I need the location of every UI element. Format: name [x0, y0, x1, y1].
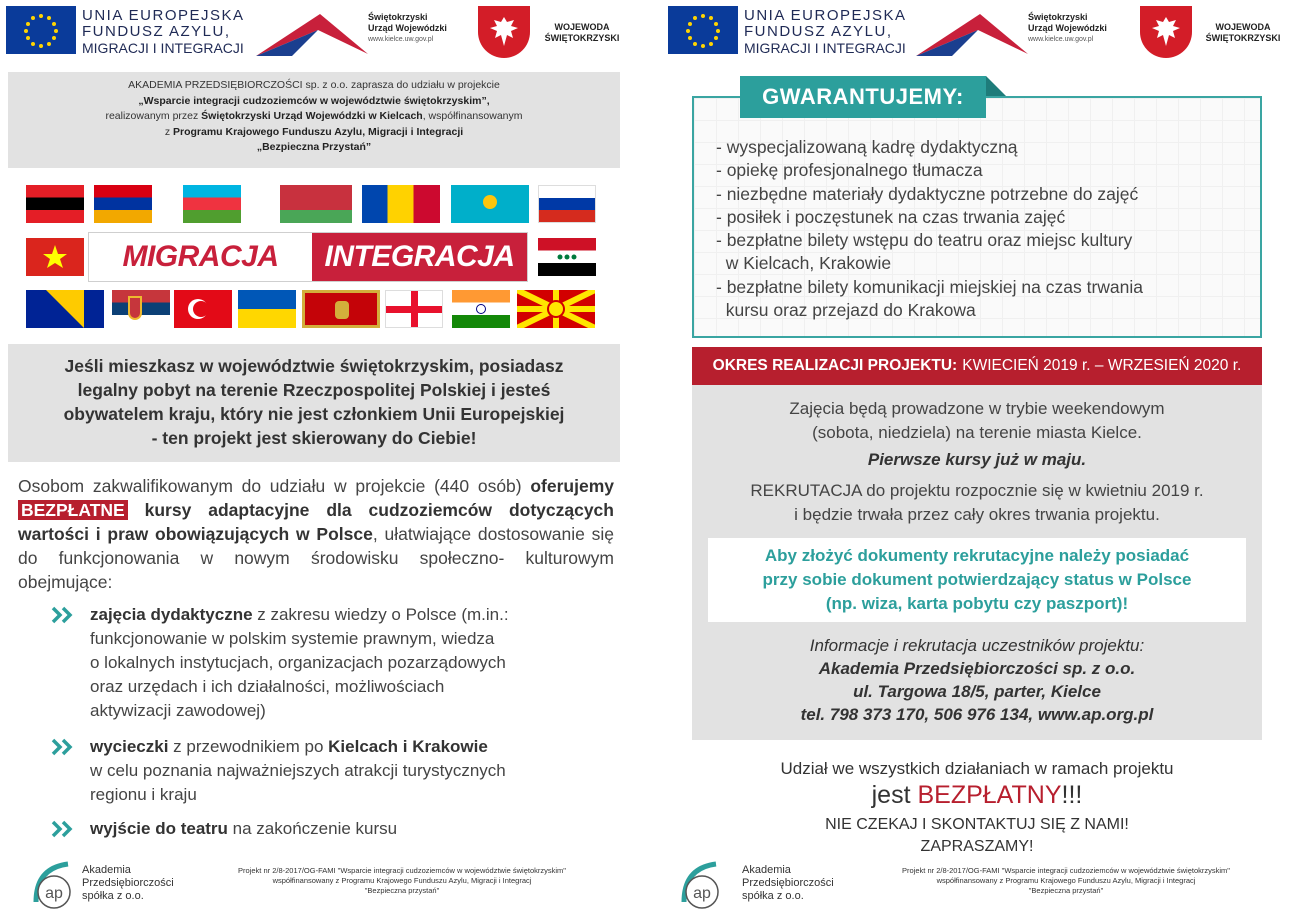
eu-fund-text: UNIA EUROPEJSKA FUNDUSZ AZYLU, MIGRACJI I INTEGRACJI — [82, 7, 245, 56]
flag-icon — [26, 238, 84, 276]
flag-icon — [302, 290, 380, 328]
ap-company-name: Akademia Przedsiębiorczości spółka z o.o. — [742, 864, 834, 902]
ap-company-name: Akademia Przedsiębiorczości spółka z o.o. — [82, 864, 174, 902]
flag-icon — [174, 290, 232, 328]
list-item: kursu oraz przejazd do Krakowa — [716, 300, 976, 321]
eu-flag-icon — [6, 6, 76, 54]
project-title: „Wsparcie integracji cudzoziemców w województwie świętokrzyskim”, — [138, 94, 490, 107]
mountain-logo-icon — [256, 8, 368, 58]
guarantee-list — [716, 136, 1256, 322]
documents-note: Aby złożyć dokumenty rekrutacyjne należy posiadać przy sobie dokument potwierdzający status w Polsce (np. wiza, karta pobytu czy paszport)! — [708, 538, 1246, 622]
flag-icon — [517, 290, 595, 328]
first-courses: Pierwsze kursy już w maju. — [867, 450, 1087, 469]
flag-icon — [272, 185, 352, 223]
free-badge: BEZPŁATNE — [18, 500, 128, 520]
chevron-right-icon — [50, 605, 76, 625]
list-item: wyjście do teatru na zakończenie kursu — [50, 817, 610, 841]
flag-icon — [385, 290, 443, 328]
classes-info: Zajęcia będą prowadzone w trybie weekendowym (sobota, niedziela) na terenie miasta Kielce. — [789, 399, 1165, 442]
wojewoda-text: WOJEWODA ŚWIĘTOKRZYSKI — [544, 22, 620, 43]
ap-logo-icon — [28, 858, 80, 910]
ap-logo-icon — [676, 858, 728, 910]
contact-info: Informacje i rekrutacja uczestników projektu: Akademia Przedsiębiorczości sp. z o.o. ul. Targowa 18/5, parter, Kielce tel. 798 373 170, 506 976 134, www.ap.org.pl — [800, 636, 1154, 724]
recruitment-info: REKRUTACJA do projektu rozpocznie się w kwietniu 2019 r. i będzie trwała przez cały okres trwania projektu. — [750, 481, 1204, 524]
svg-text:ap: ap — [45, 885, 63, 902]
flag-icon — [112, 290, 170, 328]
urzad-logo-text: Świętokrzyski Urząd Wojewódzki www.kielce.uw.gov.pl — [1028, 12, 1107, 43]
banner-integracja: INTEGRACJA — [312, 233, 527, 281]
flag-icon — [183, 185, 241, 223]
flag-icon — [94, 185, 152, 223]
target-group-box: Jeśli mieszkasz w województwie świętokrzyskim, posiadasz legalny pobyt na terenie Rzeczpospolitej Polskiej i jesteś obywatelem kraju, który nie jest członkiem Unii Europejskiej - ten projekt jest skierowany do Ciebie! — [8, 344, 620, 462]
chevron-right-icon — [50, 737, 76, 757]
closing-cta: NIE CZEKAJ I SKONTAKTUJ SIĘ Z NAMI! ZAPRASZAMY! — [825, 816, 1129, 855]
eagle-crest-icon — [478, 6, 530, 58]
flag-icon — [451, 185, 529, 223]
list-item: - bezpłatne bilety komunikacji miejskiej na czas trwania — [716, 276, 1143, 297]
flag-icon — [538, 185, 596, 223]
list-item: wycieczki z przewodnikiem po Kielcach i Krakowie w celu poznania najważniejszych atrakcji turystycznych regionu i kraju — [50, 735, 610, 807]
list-item: - posiłek i poczęstunek na czas trwania zajęć — [716, 206, 1066, 227]
left-page — [0, 0, 647, 913]
flag-icon — [26, 185, 84, 223]
wojewoda-text: WOJEWODA ŚWIĘTOKRZYSKI — [1205, 22, 1281, 43]
svg-text:ap: ap — [693, 885, 711, 902]
eu-flag-icon — [668, 6, 738, 54]
flag-icon — [538, 238, 596, 276]
list-item: - opiekę profesjonalnego tłumacza — [716, 160, 983, 181]
urzad-logo-text: Świętokrzyski Urząd Wojewódzki www.kielce.uw.gov.pl — [368, 12, 447, 43]
migration-integration-banner — [88, 232, 528, 282]
list-item: - wyspecjalizowaną kadrę dydaktyczną — [716, 137, 1018, 157]
flag-icon — [26, 290, 104, 328]
project-period-bar: OKRES REALIZACJI PROJEKTU: KWIECIEŃ 2019 r. – WRZESIEŃ 2020 r. — [692, 347, 1262, 385]
list-item: zajęcia dydaktyczne z zakresu wiedzy o Polsce (m.in.: funkcjonowanie w polskim systemie prawnym, wiedza o lokalnych instytucjach, organizacjach pozarządowych oraz urzędach i ich działalności, możliwościach aktywizacji zawodowej) — [50, 603, 610, 723]
list-item: w Kielcach, Krakowie — [716, 253, 892, 274]
eagle-crest-icon — [1140, 6, 1192, 58]
closing-line1: Udział we wszystkich działaniach w ramach projektu — [780, 759, 1174, 778]
project-footer: Projekt nr 2/8-2017/OG-FAMI "Wsparcie integracji cudzoziemców w województwie świętokrzyskim" współfinansowany z Programu Krajowego Funduszu Azylu, Migracji i Integracj "Bezpieczna przystań" — [238, 866, 566, 895]
guarantee-title: GWARANTUJEMY: — [740, 76, 986, 118]
right-page — [648, 0, 1295, 913]
project-footer: Projekt nr 2/8-2017/OG-FAMI "Wsparcie integracji cudzoziemców w województwie świętokrzyskim" współfinansowany z Programu Krajowego Funduszu Azylu, Migracji i Integracj "Bezpieczna przystań" — [902, 866, 1230, 895]
banner-migracja: MIGRACJA — [89, 233, 312, 281]
flag-icon — [452, 290, 510, 328]
list-item: - niezbędne materiały dydaktyczne potrzebne do zajęć — [716, 183, 1139, 204]
list-item: - bezpłatne bilety wstępu do teatru oraz miejsc kultury — [716, 230, 1133, 251]
mountain-logo-icon — [916, 8, 1028, 58]
closing-free: jest BEZPŁATNY!!! — [871, 781, 1083, 809]
intro-box: AKADEMIA PRZEDSIĘBIORCZOŚCI sp. z o.o. zaprasza do udziału w projekcie „Wsparcie integracji cudzoziemców w województwie świętokrzyskim”, realizowanym przez Świętokrzyski Urząd Wojewódzki w Kielcach, współfinansowanym z Programu Krajowego Funduszu Azylu, Migracji i Integracji „Bezpieczna Przystań” — [8, 72, 620, 168]
eu-fund-text: UNIA EUROPEJSKA FUNDUSZ AZYLU, MIGRACJI I INTEGRACJI — [744, 7, 907, 56]
flag-icon — [238, 290, 296, 328]
chevron-right-icon — [50, 819, 76, 839]
intro-line: AKADEMIA PRZEDSIĘBIORCZOŚCI sp. z o.o. zaprasza do udziału w projekcie — [128, 79, 500, 91]
flag-icon — [362, 185, 440, 223]
offer-paragraph: Osobom zakwalifikowanym do udziału w projekcie (440 osób) oferujemy BEZPŁATNE kursy adaptacyjne dla cudzoziemców dotyczących wartości i praw obowiązujących w Polsce, ułatwiające dostosowanie się do funkcjonowania w nowym środowisku społeczno- kulturowym obejmujące: — [18, 476, 615, 592]
